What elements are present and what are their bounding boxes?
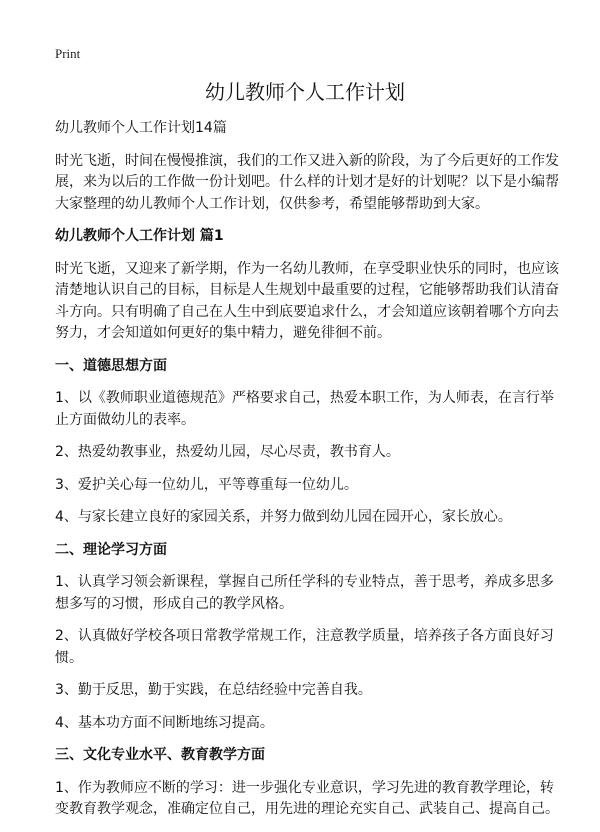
list-item	[55, 475, 555, 497]
part-heading: 二、理论学习方面	[55, 541, 167, 558]
list-item	[55, 713, 555, 735]
list-item	[55, 778, 559, 821]
line: 3、爱护关心每一位幼儿，平等尊重每一位幼儿。	[55, 476, 358, 493]
line: 大家整理的幼儿教师个人工作计划，仅供参考，希望能够帮助到大家。	[55, 195, 489, 212]
line: 时光飞逝，时间在慢慢推演，我们的工作又进入新的阶段，为了今后更好的工作发	[55, 152, 559, 169]
line: 4、基本功方面不间断地练习提高。	[55, 714, 274, 731]
line: 时光飞逝，又迎来了新学期，作为一名幼儿教师，在享受职业快乐的同时，也应该	[55, 260, 559, 277]
line: 变教育教学观念，准确定位自己，用先进的理论充实自己、武装自己、提高自己。	[55, 801, 559, 817]
subtitle: 幼儿教师个人工作计划14篇	[55, 120, 227, 136]
line: 1、以《教师职业道德规范》严格要求自己，热爱本职工作，为人师表，在言行举	[55, 390, 554, 406]
line: 清楚地认识自己的目标，目标是人生规划中最重要的过程，它能够帮助我们认清奋	[55, 282, 559, 298]
print-link[interactable]: Print	[55, 46, 81, 61]
line: 1、认真学习领会新课程，掌握自己所任学科的专业特点，善于思考，养成多思多	[55, 574, 554, 590]
line: 4、与家长建立良好的家园关系，并努力做到幼儿园在园开心，家长放心。	[55, 509, 512, 525]
line: 1、作为教师应不断的学习：进一步强化专业意识，学习先进的教育教学理论，转	[55, 779, 554, 796]
list-item	[55, 572, 555, 615]
line: 惯。	[55, 649, 83, 666]
line: 3、勤于反思，勤于实践，在总结经验中完善自我。	[55, 682, 372, 698]
page-title: 幼儿教师个人工作计划	[205, 80, 405, 104]
list-item	[55, 388, 555, 431]
section-heading: 幼儿教师个人工作计划 篇1	[55, 228, 224, 244]
line: 展，来为以后的工作做一份计划吧。什么样的计划才是好的计划呢？以下是小编帮	[55, 174, 559, 190]
list-item	[55, 507, 555, 529]
part-heading: 三、文化专业水平、教育教学方面	[55, 747, 265, 763]
list-item	[55, 680, 555, 702]
document-body	[55, 78, 559, 832]
line: 2、热爱幼教事业，热爱幼儿园，尽心尽责，教书育人。	[55, 444, 400, 460]
line: 止方面做幼儿的表率。	[55, 411, 195, 428]
line: 2、认真做好学校各项日常教学常规工作，注意教学质量，培养孩子各方面良好习	[55, 628, 554, 644]
part-heading: 一、道德思想方面	[55, 357, 167, 374]
line: 斗方向。只有明确了自己在人生中到底要追求什么，才会知道应该朝着哪个方向去	[55, 303, 559, 320]
line: 努力，才会知道如何更好的集中精力，避免徘徊不前。	[55, 325, 391, 341]
intro-paragraph	[55, 151, 559, 216]
list-item	[55, 442, 555, 464]
line: 想多写的习惯，形成自己的教学风格。	[55, 595, 293, 612]
section-paragraph	[55, 259, 559, 345]
list-item	[55, 626, 555, 669]
